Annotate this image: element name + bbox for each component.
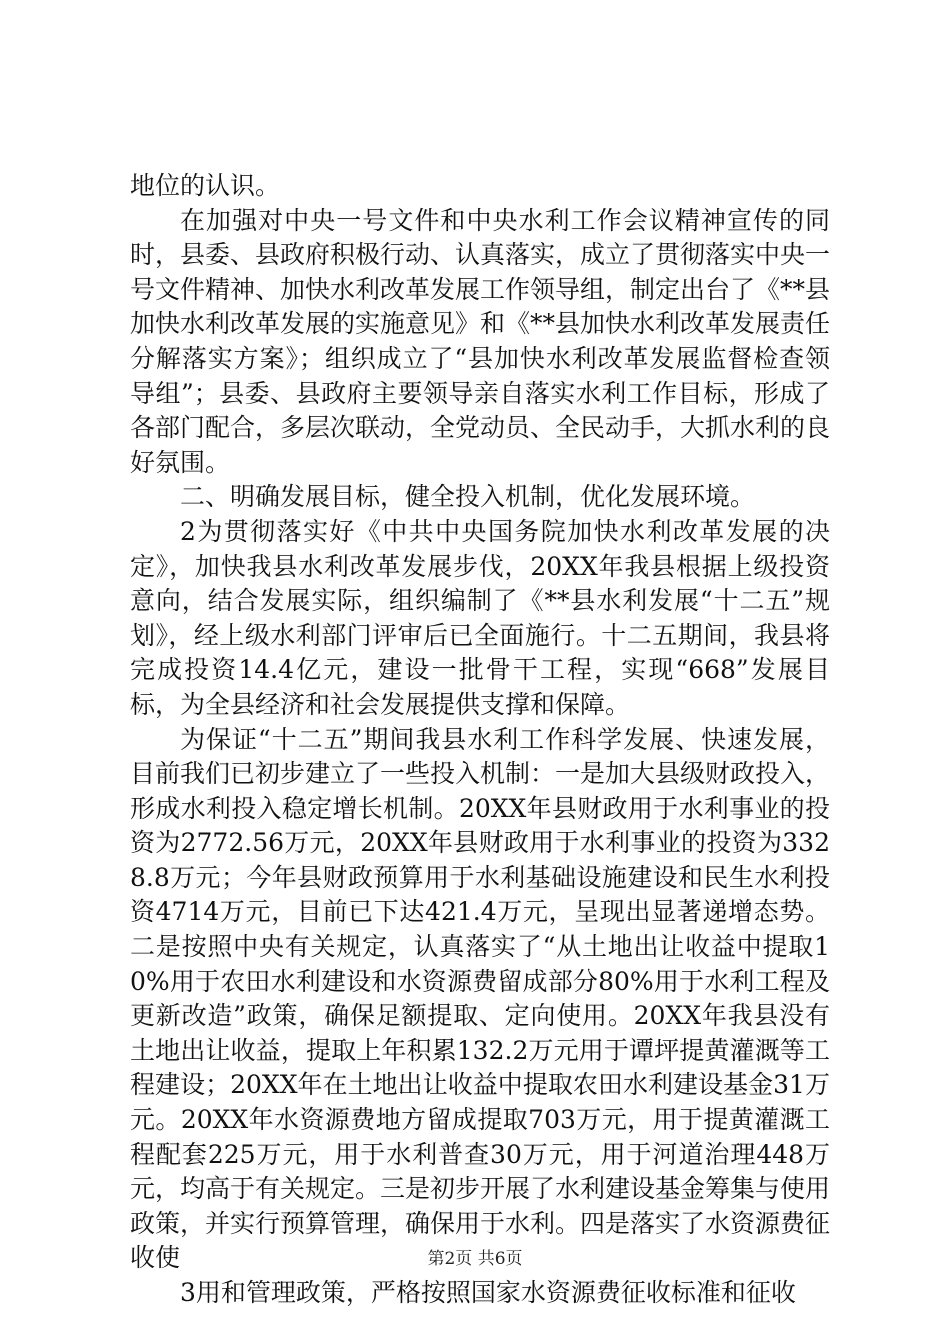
paragraph-3: 2为贯彻落实好《中共中央国务院加快水利改革发展的决定》，加快我县水利改革发展步伐，20XX年我县根据上级投资意向，结合发展实际，组织编制了《**县水利发展“十二五”规划》，经上级水利部门评审后已全面施行。十二五期间，我县将完成投资14.4亿元，建设一批骨干工程，实现“668”发展目标，为全县经济和社会发展提供支撑和保障。 bbox=[130, 516, 830, 719]
paragraph-1: 地位的认识。 bbox=[130, 171, 281, 200]
section-heading: 二、明确发展目标，健全投入机制，优化发展环境。 bbox=[180, 482, 756, 512]
paragraph-5: 3用和管理政策，严格按照国家水资源费征收标准和征收 bbox=[180, 1278, 796, 1307]
page-number-footer: 第2页 共6页 bbox=[427, 1249, 523, 1269]
paragraph-4: 为保证“十二五”期间我县水利工作科学发展、快速发展，目前我们已初步建立了一些投入机制：一是加大县级财政投入，形成水利投入稳定增长机制。20XX年县财政用于水利事业的投资为2772.56万元，20XX年县财政用于水利事业的投资为3328.8万元；今年县财政预算用于水利基础设施建设和民生水利投资4714万元，目前已下达421.4万元，呈现出显著递增态势。二是按照中央有关规定，认真落实了“从土地出让收益中提取10%用于农田水利建设和水资源费留成部分80%用于水利工程及更新改造”政策，确保足额提取、定向使用。20XX年我县没有土地出让收益，提取上年积累132.2万元用于谭坪提黄灌溉等工程建设；20XX年在土地出让收益中提取农田水利建设基金31万元。20XX年水资源费地方留成提取703万元，用于提黄灌溉工程配套225万元，用于水利普查30万元，用于河道治理448万元，均高于有关规定。三是初步开展了水利建设基金筹集与使用政策，并实行预算管理，确保用于水利。四是落实了水资源费征收使 bbox=[130, 724, 831, 1273]
document-body bbox=[130, 169, 830, 1311]
paragraph-2: 在加强对中央一号文件和中央水利工作会议精神宣传的同时，县委、县政府积极行动、认真落实，成立了贯彻落实中央一号文件精神、加快水利改革发展工作领导组，制定出台了《**县加快水利改革发展的实施意见》和《**县加快水利改革发展责任分解落实方案》；组织成立了“县加快水利改革发展监督检查领导组”；县委、县政府主要领导亲自落实水利工作目标，形成了各部门配合，多层次联动，全党动员、全民动手，大抓水利的良好氛围。 bbox=[130, 205, 831, 477]
